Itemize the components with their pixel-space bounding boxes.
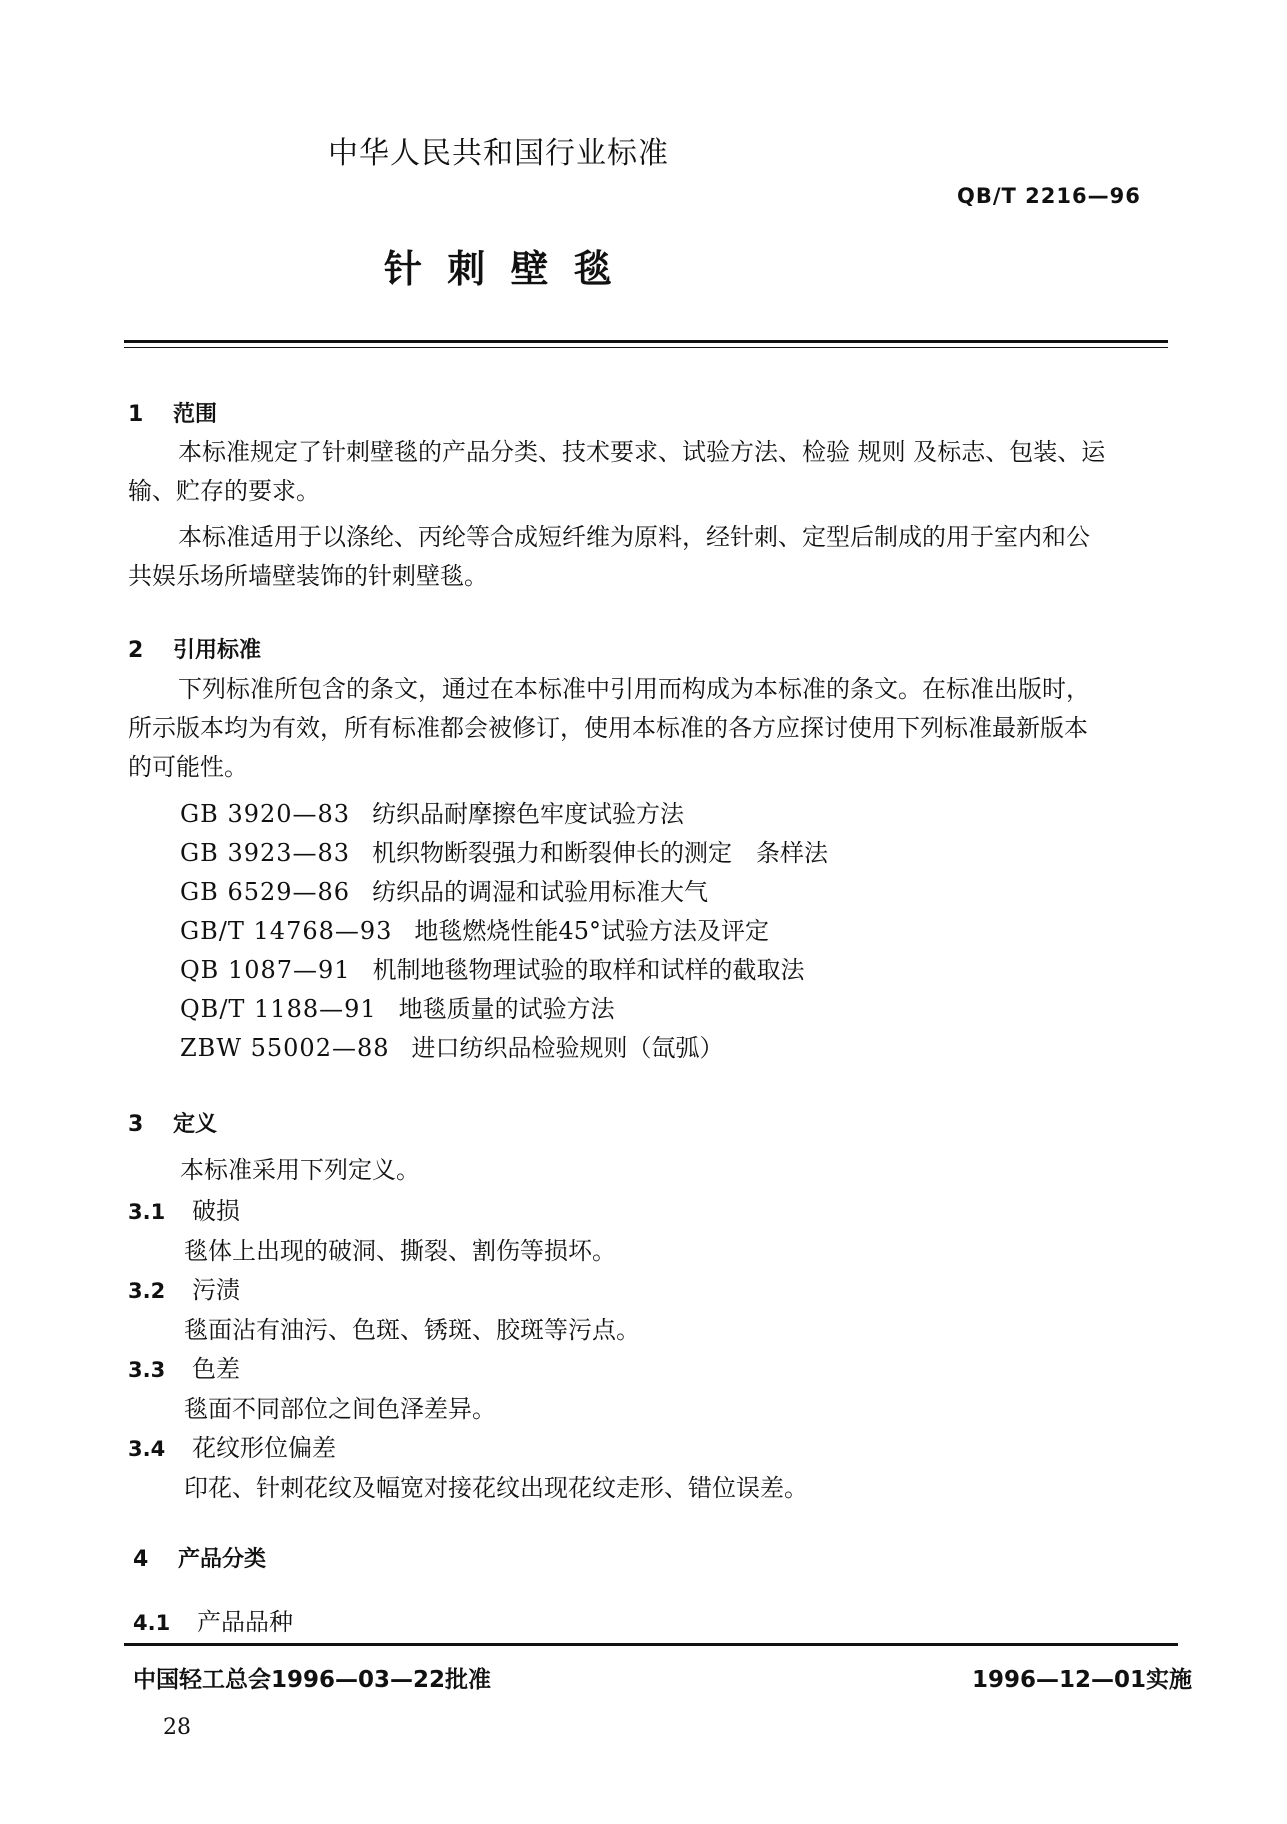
definition-term: 破损 [192,1197,240,1225]
reference-title: 机制地毯物理试验的取样和试样的截取法 [372,956,805,984]
section-2-number: 2 [128,638,144,663]
definition-number: 3.2 [128,1279,166,1303]
subsection-number: 4.1 [133,1611,171,1635]
section-1-paragraph-1 [128,433,1173,511]
definition-term-row [128,1350,808,1390]
paragraph-line: 下列标准所包含的条文，通过在本标准中引用而构成为本标准的条文。在标准出版时， [178,675,1090,703]
section-3-number: 3 [128,1112,144,1137]
effective-date: 1996—12—01实施 [972,1667,1193,1693]
reference-item [180,951,828,990]
section-3-heading [128,1107,217,1138]
reference-title: 机织物断裂强力和断裂伸长的测定 条样法 [372,839,829,867]
section-1-title: 范围 [172,402,217,427]
reference-list [180,795,828,1068]
definition-number: 3.1 [128,1200,166,1224]
paragraph-line: 的可能性。 [128,753,248,781]
reference-code: GB 3920—83 [180,800,351,828]
header-divider-top [124,340,1168,343]
paragraph-line: 本标准适用于以涤纶、丙纶等合成短纤维为原料，经针刺、定型后制成的用于室内和公 [178,523,1090,551]
reference-title: 纺织品的调湿和试验用标准大气 [372,878,709,906]
definition-description: 毯面沾有油污、色斑、锈斑、胶斑等污点。 [184,1316,640,1344]
reference-code: GB 6529—86 [180,878,351,906]
section-4-title: 产品分类 [177,1547,266,1572]
reference-code: ZBW 55002—88 [180,1034,390,1062]
header-divider-bottom [124,347,1168,348]
definition-description: 毯体上出现的破洞、撕裂、割伤等损坏。 [184,1237,616,1265]
reference-title: 纺织品耐摩擦色牢度试验方法 [372,800,685,828]
document-title: 针 刺 壁 毯 [384,247,618,291]
footer-divider [124,1643,1178,1646]
subsection-title: 产品品种 [197,1608,293,1636]
definition-number: 3.3 [128,1358,166,1382]
paragraph-line: 输、贮存的要求。 [128,477,320,505]
section-2-heading [128,633,261,664]
section-3-title: 定义 [172,1112,217,1137]
definition-term-row [128,1271,808,1311]
definition-term-row [128,1429,808,1469]
reference-item [180,990,828,1029]
paragraph-line: 共娱乐场所墙壁装饰的针刺壁毯。 [128,562,488,590]
reference-code: GB/T 14768—93 [180,917,393,945]
definition-term: 污渍 [192,1276,240,1304]
standard-code: QB/T 2216—96 [957,184,1141,208]
section-1-paragraph-2 [128,518,1173,596]
definition-description: 毯面不同部位之间色泽差异。 [184,1395,496,1423]
section-4-heading [133,1542,266,1573]
reference-item [180,795,828,834]
reference-code: QB/T 1188—91 [180,995,377,1023]
paragraph-line: 所示版本均为有效，所有标准都会被修订，使用本标准的各方应探讨使用下列标准最新版本 [128,714,1088,742]
reference-item [180,834,828,873]
reference-item [180,873,828,912]
section-1-number: 1 [128,402,144,427]
section-2-paragraph [128,670,1173,787]
reference-item [180,1029,828,1068]
definition-number: 3.4 [128,1437,166,1461]
reference-code: QB 1087—91 [180,956,351,984]
definition-term: 色差 [192,1355,240,1383]
reference-title: 地毯质量的试验方法 [398,995,615,1023]
section-4-1-heading [133,1602,293,1637]
section-3-intro: 本标准采用下列定义。 [180,1156,420,1184]
reference-item [180,912,828,951]
definition-list [128,1192,808,1508]
reference-title: 地毯燃烧性能45°试验方法及评定 [414,917,769,945]
definition-description: 印花、针刺花纹及幅宽对接花纹出现花纹走形、错位误差。 [184,1474,808,1502]
definition-term: 花纹形位偏差 [192,1434,336,1462]
page-number: 28 [163,1715,191,1740]
section-2-title: 引用标准 [172,638,261,663]
paragraph-line: 本标准规定了针刺壁毯的产品分类、技术要求、试验方法、检验 规则 及标志、包装、运 [178,438,1106,466]
reference-code: GB 3923—83 [180,839,351,867]
section-1-heading [128,397,217,428]
section-4-number: 4 [133,1547,149,1572]
reference-title: 进口纺织品检验规则（氙弧） [411,1034,724,1062]
definition-term-row [128,1192,808,1232]
issuing-authority: 中华人民共和国行业标准 [328,136,669,171]
approval-line: 中国轻工总会1996—03—22批准 [133,1667,492,1693]
